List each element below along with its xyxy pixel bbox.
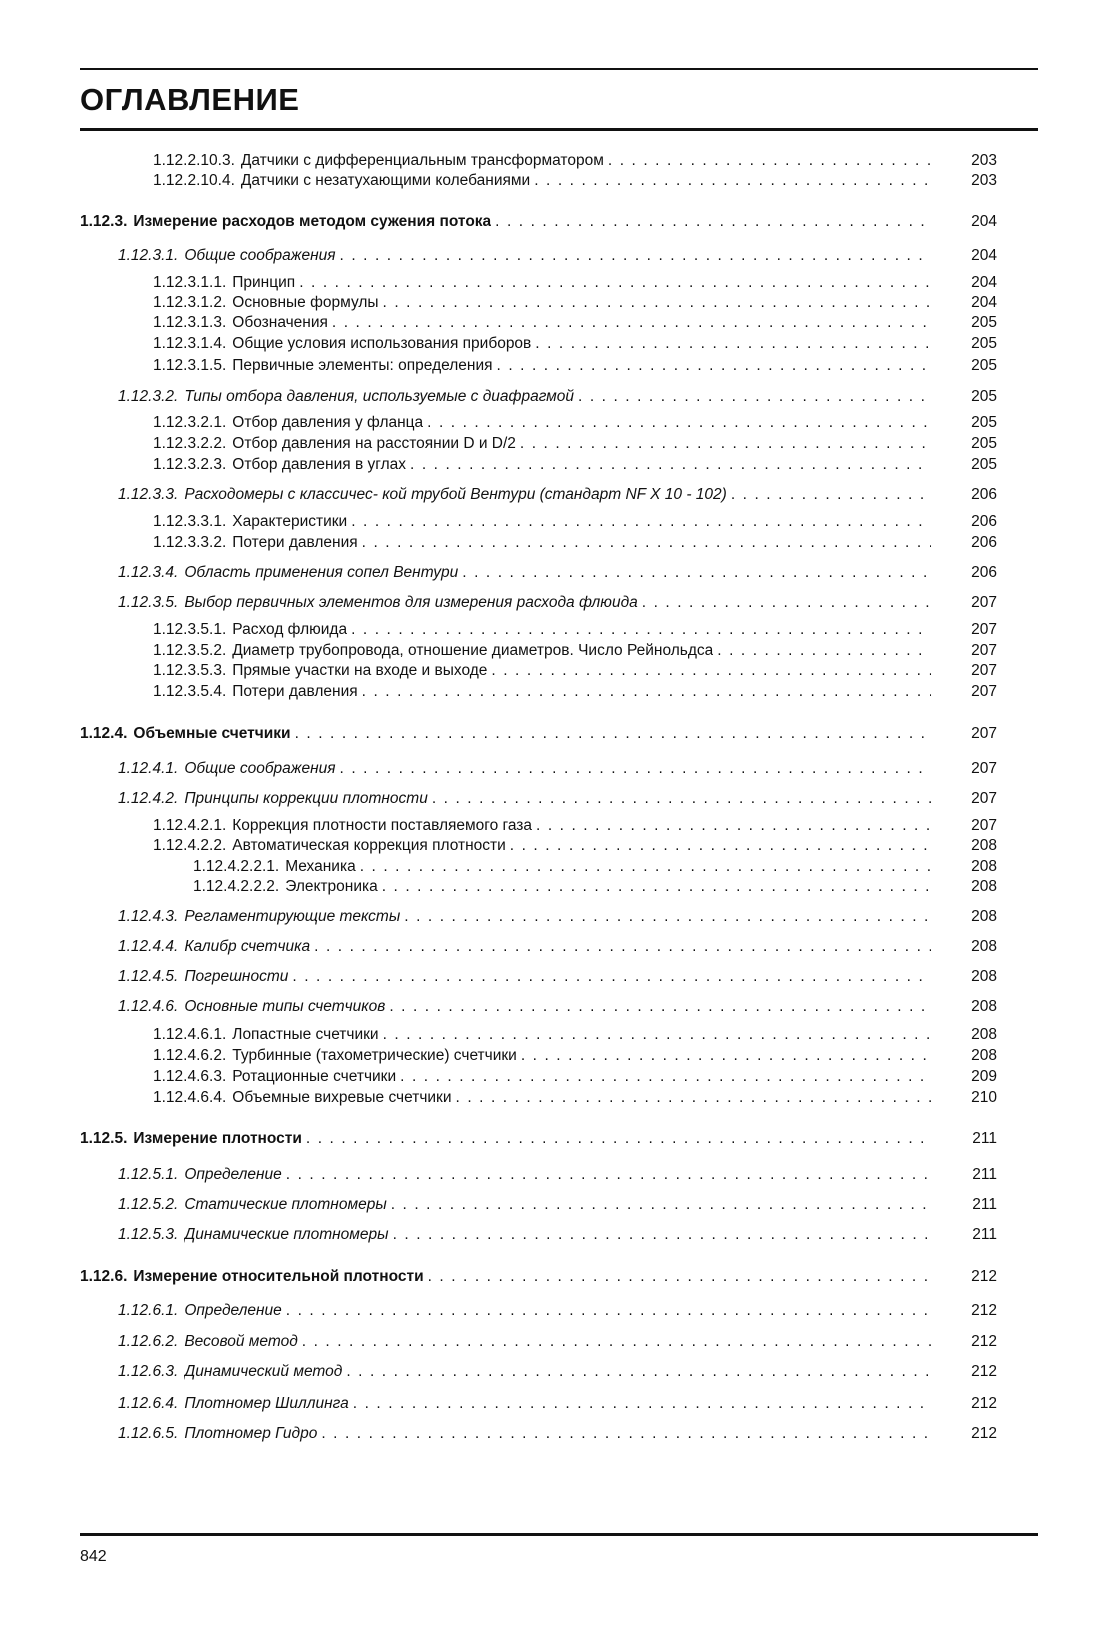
toc-entry (118, 1424, 997, 1444)
toc-entry-title: Измерение расходов методом сужения потока (133, 213, 492, 230)
toc-entry (153, 273, 997, 293)
dot-leader (410, 455, 931, 475)
dot-leader (389, 997, 931, 1017)
dot-leader (520, 434, 931, 454)
toc-entry-page: 208 (971, 1047, 997, 1064)
toc-entry-number: 1.12.5.3. (118, 1226, 179, 1243)
dot-leader (497, 356, 931, 376)
toc-entry-title: Общие соображения (184, 247, 336, 264)
toc-entry-page: 208 (971, 968, 997, 985)
toc-entry-page: 212 (971, 1363, 997, 1380)
page-number: 842 (80, 1548, 107, 1565)
toc-entry-title: Динамические плотномеры (184, 1226, 389, 1243)
toc-entry-number: 1.12.3.3. (118, 486, 179, 503)
toc-entry-title: Лопастные счетчики (232, 1026, 379, 1043)
toc-entry-page: 212 (971, 1425, 997, 1442)
toc-entry-number: 1.12.6.1. (118, 1302, 179, 1319)
toc-entry-title: Обозначения (232, 314, 328, 331)
toc-entry-page: 207 (971, 621, 997, 638)
toc-entry (80, 724, 997, 744)
toc-entry-number: 1.12.3.1. (118, 247, 179, 264)
toc-entry-number: 1.12.4.2.2.1. (193, 858, 280, 875)
toc-entry (153, 512, 997, 532)
toc-entry-number: 1.12.6.5. (118, 1425, 179, 1442)
toc-entry-title: Потери давления (232, 534, 358, 551)
toc-entry-title: Основные типы счетчиков (184, 998, 386, 1015)
toc-entry (118, 593, 997, 613)
toc-entry-title: Механика (285, 858, 356, 875)
toc-entry-title: Регламентирующие тексты (184, 908, 401, 925)
dot-leader (351, 512, 931, 532)
toc-entry (153, 641, 997, 661)
toc-entry-number: 1.12.3.3.2. (153, 534, 227, 551)
toc-entry-title: Принцип (232, 274, 296, 291)
toc-entry-page: 211 (972, 1166, 997, 1183)
toc-entry-title: Статические плотномеры (184, 1196, 387, 1213)
toc-entry-title: Определение (184, 1166, 282, 1183)
dot-leader (536, 816, 931, 836)
dot-leader (351, 620, 931, 640)
toc-entry-page: 207 (971, 790, 997, 807)
page-title: ОГЛАВЛЕНИЕ (80, 82, 300, 117)
toc-entry-number: 1.12.4.6. (118, 998, 179, 1015)
toc-entry-number: 1.12.5. (80, 1130, 128, 1147)
toc-entry-page: 207 (971, 683, 997, 700)
toc-entry-title: Турбинные (тахометрические) счетчики (232, 1047, 517, 1064)
toc-entry (118, 907, 997, 927)
toc-entry (118, 967, 997, 987)
toc-entry-number: 1.12.4.2.2.2. (193, 878, 280, 895)
toc-entry-page: 208 (971, 908, 997, 925)
toc-entry-title: Диаметр трубопровода, отношение диаметров. Число Рейнольдса (232, 642, 714, 659)
toc-entry (118, 485, 997, 505)
toc-entry-title: Прямые участки на входе и выходе (232, 662, 488, 679)
toc-entry-page: 208 (971, 858, 997, 875)
toc-entry (153, 455, 997, 475)
toc-entry-number: 1.12.4.6.2. (153, 1047, 227, 1064)
dot-leader (400, 1067, 931, 1087)
toc-entry-number: 1.12.3.1.5. (153, 357, 227, 374)
toc-entry-page: 212 (971, 1268, 997, 1285)
toc-entry (118, 997, 997, 1017)
toc-entry (153, 151, 997, 171)
toc-entry-page: 207 (971, 817, 997, 834)
toc-entry (153, 334, 997, 354)
toc-entry-title: Объемные вихревые счетчики (232, 1089, 452, 1106)
toc-entry (118, 387, 997, 407)
toc-entry-title: Весовой метод (184, 1333, 298, 1350)
toc-entry (153, 816, 997, 836)
toc-entry-title: Расходомеры с классичес- кой трубой Вентури (стандарт NF X 10 - 102) (184, 486, 727, 503)
toc-entry (118, 563, 997, 583)
toc-entry (153, 1067, 997, 1087)
toc-entry-title: Общие условия использования приборов (232, 335, 532, 352)
toc-entry-title: Автоматическая коррекция плотности (232, 837, 506, 854)
toc-entry-page: 212 (971, 1395, 997, 1412)
toc-entry-page: 204 (971, 247, 997, 264)
dot-leader (299, 273, 931, 293)
toc-entry (153, 1025, 997, 1045)
dot-leader (717, 641, 931, 661)
dot-leader (353, 1394, 931, 1414)
toc-entry-number: 1.12.3.4. (118, 564, 179, 581)
toc-entry-number: 1.12.3.5.3. (153, 662, 227, 679)
toc-entry-title: Ротационные счетчики (232, 1068, 397, 1085)
toc-entry-page: 207 (971, 662, 997, 679)
dot-leader (286, 1165, 931, 1185)
toc-entry (118, 1195, 997, 1215)
dot-leader (534, 171, 931, 191)
toc-entry-title: Определение (184, 1302, 282, 1319)
toc-entry-page: 204 (971, 274, 997, 291)
toc-entry-number: 1.12.3.3.1. (153, 513, 227, 530)
toc-entry-title: Общие соображения (184, 760, 336, 777)
dot-leader (608, 151, 931, 171)
toc-entry-page: 207 (971, 725, 997, 742)
dot-leader (456, 1088, 932, 1108)
toc-entry-number: 1.12.4.2.2. (153, 837, 227, 854)
toc-entry-page: 210 (971, 1089, 997, 1106)
dot-leader (462, 563, 931, 583)
toc-entry-number: 1.12.4.4. (118, 938, 179, 955)
toc-entry (193, 877, 997, 897)
toc-entry-page: 208 (971, 938, 997, 955)
toc-entry (118, 759, 997, 779)
toc-entry-title: Расход флюида (232, 621, 348, 638)
toc-entry-number: 1.12.3.2.2. (153, 435, 227, 452)
toc-entry-title: Измерение относительной плотности (133, 1268, 424, 1285)
toc-entry-title: Отбор давления у фланца (232, 414, 424, 431)
toc-entry-title: Погрешности (184, 968, 289, 985)
toc-entry-number: 1.12.3.1.2. (153, 294, 227, 311)
toc-entry-title: Калибр счетчика (184, 938, 311, 955)
toc-entry (153, 313, 997, 333)
toc-entry-title: Выбор первичных элементов для измерения расхода флюида (184, 594, 638, 611)
bottom-rule (80, 1533, 1038, 1536)
toc-entry (153, 293, 997, 313)
toc-entry-page: 205 (971, 435, 997, 452)
toc-entry-number: 1.12.3.5.4. (153, 683, 227, 700)
dot-leader (295, 724, 931, 744)
toc-entry-page: 206 (971, 564, 997, 581)
toc-entry-title: Отбор давления в углах (232, 456, 406, 473)
toc-entry-page: 208 (971, 1026, 997, 1043)
toc-entry (118, 789, 997, 809)
dot-leader (321, 1424, 931, 1444)
toc-entry (153, 661, 997, 681)
toc-entry-number: 1.12.4.2. (118, 790, 179, 807)
toc-entry (118, 1225, 997, 1245)
toc-entry-page: 205 (971, 456, 997, 473)
toc-entry-number: 1.12.4.6.3. (153, 1068, 227, 1085)
toc-entry (118, 1165, 997, 1185)
toc-entry-number: 1.12.4.2.1. (153, 817, 227, 834)
toc-entry-number: 1.12.4.1. (118, 760, 179, 777)
toc-entry (118, 246, 997, 266)
toc-entry-page: 212 (971, 1333, 997, 1350)
toc-entry-page: 207 (971, 760, 997, 777)
dot-leader (393, 1225, 931, 1245)
toc-entry-number: 1.12.3.5. (118, 594, 179, 611)
toc-entry (80, 212, 997, 232)
toc-entry-number: 1.12.6.3. (118, 1363, 179, 1380)
toc-entry (80, 1129, 997, 1149)
toc-entry (153, 620, 997, 640)
toc-entry-page: 205 (971, 357, 997, 374)
toc-entry (153, 356, 997, 376)
toc-entry-number: 1.12.3.2. (118, 388, 179, 405)
toc-entry-title: Плотномер Шиллинга (184, 1395, 349, 1412)
dot-leader (383, 293, 931, 313)
toc-entry-title: Типы отбора давления, используемые с диафрагмой (184, 388, 575, 405)
toc-entry-number: 1.12.6.4. (118, 1395, 179, 1412)
dot-leader (346, 1362, 931, 1382)
toc-entry-number: 1.12.4.5. (118, 968, 179, 985)
toc-entry-title: Датчики с незатухающими колебаниями (240, 172, 531, 189)
dot-leader (332, 313, 931, 333)
toc-entry-number: 1.12.3.1.4. (153, 335, 227, 352)
toc-entry-number: 1.12.3. (80, 213, 128, 230)
toc-entry-number: 1.12.4. (80, 725, 128, 742)
toc-entry-page: 211 (972, 1226, 997, 1243)
dot-leader (491, 661, 931, 681)
dot-leader (360, 857, 931, 877)
toc-entry-page: 205 (971, 314, 997, 331)
toc-entry-page: 212 (971, 1302, 997, 1319)
toc-entry-number: 1.12.4.6.1. (153, 1026, 227, 1043)
toc-entry-title: Отбор давления на расстоянии D и D/2 (232, 435, 516, 452)
toc-entry-number: 1.12.2.10.4. (153, 172, 235, 189)
toc-entry-page: 203 (971, 172, 997, 189)
dot-leader (362, 682, 931, 702)
toc-entry-title: Объемные счетчики (133, 725, 291, 742)
dot-leader (286, 1301, 931, 1321)
toc-entry-page: 206 (971, 534, 997, 551)
toc-entry-title: Характеристики (232, 513, 348, 530)
toc-entry-number: 1.12.3.5.1. (153, 621, 227, 638)
toc-entry-number: 1.12.5.2. (118, 1196, 179, 1213)
toc-entry-page: 206 (971, 486, 997, 503)
toc-entry-page: 206 (971, 513, 997, 530)
dot-leader (391, 1195, 931, 1215)
toc-entry (118, 1332, 997, 1352)
dot-leader (314, 937, 931, 957)
toc-entry-page: 205 (971, 414, 997, 431)
toc-entry-page: 208 (971, 837, 997, 854)
toc-entry (153, 682, 997, 702)
dot-leader (578, 387, 931, 407)
dot-leader (340, 246, 931, 266)
dot-leader (404, 907, 931, 927)
toc-entry-page: 211 (972, 1196, 997, 1213)
toc-entry-page: 207 (971, 594, 997, 611)
toc-entry-number: 1.12.3.5.2. (153, 642, 227, 659)
toc-entry-title: Область применения сопел Вентури (184, 564, 459, 581)
toc-entry-number: 1.12.5.1. (118, 1166, 179, 1183)
toc-entry-page: 205 (971, 388, 997, 405)
dot-leader (432, 789, 931, 809)
toc-entry-page: 209 (971, 1068, 997, 1085)
toc-entry (153, 836, 997, 856)
toc-entry-page: 205 (971, 335, 997, 352)
toc-entry-number: 1.12.6. (80, 1268, 128, 1285)
toc-entry-title: Электроника (285, 878, 378, 895)
toc-entry-title: Измерение плотности (133, 1130, 302, 1147)
toc-entry-number: 1.12.4.6.4. (153, 1089, 227, 1106)
toc-entry (153, 533, 997, 553)
dot-leader (510, 836, 931, 856)
toc-entry-title: Плотномер Гидро (184, 1425, 318, 1442)
toc-entry (118, 1362, 997, 1382)
toc-entry (153, 434, 997, 454)
toc-entry-page: 208 (971, 878, 997, 895)
dot-leader (306, 1129, 931, 1149)
dot-leader (340, 759, 931, 779)
dot-leader (428, 1267, 931, 1287)
toc-entry-title: Коррекция плотности поставляемого газа (232, 817, 533, 834)
dot-leader (383, 1025, 931, 1045)
toc-entry-page: 207 (971, 642, 997, 659)
toc-entry-number: 1.12.3.1.3. (153, 314, 227, 331)
toc-entry-page: 203 (971, 152, 997, 169)
toc-entry (153, 171, 997, 191)
dot-leader (382, 877, 931, 897)
toc-entry-number: 1.12.3.1.1. (153, 274, 227, 291)
toc-entry (118, 1394, 997, 1414)
toc-entry (118, 937, 997, 957)
toc-entry-number: 1.12.2.10.3. (153, 152, 235, 169)
toc-entry (193, 857, 997, 877)
toc-entry-number: 1.12.3.2.3. (153, 456, 227, 473)
dot-leader (731, 485, 931, 505)
dot-leader (642, 593, 931, 613)
toc-entry-number: 1.12.4.3. (118, 908, 179, 925)
toc-entry-page: 204 (971, 294, 997, 311)
toc-entry-page: 211 (972, 1130, 997, 1147)
toc-entry-title: Первичные элементы: определения (232, 357, 493, 374)
toc-entry (153, 413, 997, 433)
toc-entry-number: 1.12.3.2.1. (153, 414, 227, 431)
dot-leader (495, 212, 931, 232)
dot-leader (521, 1046, 931, 1066)
toc-entry-title: Динамический метод (184, 1363, 343, 1380)
dot-leader (362, 533, 931, 553)
toc-entry-number: 1.12.6.2. (118, 1333, 179, 1350)
toc-entry-title: Принципы коррекции плотности (184, 790, 428, 807)
toc-entry (153, 1046, 997, 1066)
dot-leader (302, 1332, 931, 1352)
dot-leader (292, 967, 931, 987)
toc-entry-page: 208 (971, 998, 997, 1015)
toc-entry (153, 1088, 997, 1108)
toc-entry-title: Потери давления (232, 683, 358, 700)
toc-entry-title: Основные формулы (232, 294, 379, 311)
dot-leader (427, 413, 931, 433)
toc-entry-title: Датчики с дифференциальным трансформатором (240, 152, 604, 169)
toc-entry (118, 1301, 997, 1321)
toc-entry-page: 204 (971, 213, 997, 230)
toc-entry (80, 1267, 997, 1287)
dot-leader (535, 334, 931, 354)
